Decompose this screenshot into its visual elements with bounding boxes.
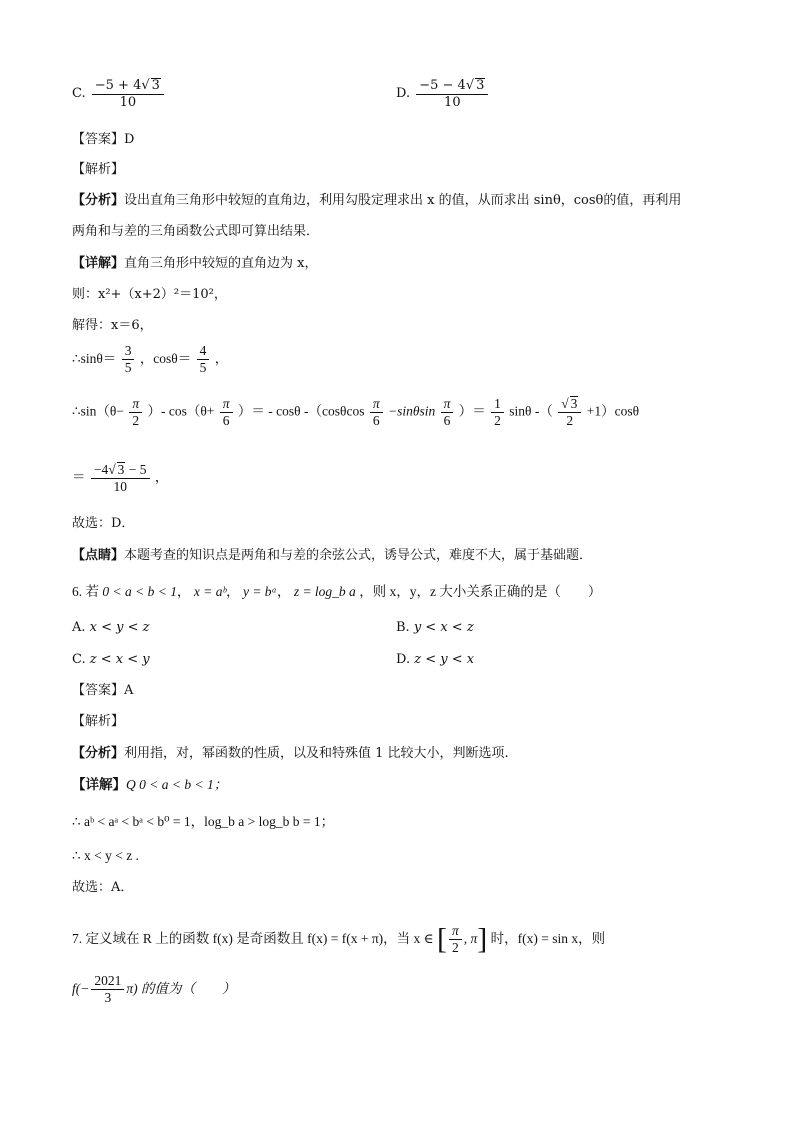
q6-fenxi: 【分析】利用指，对，幂函数的性质，以及和特殊值 1 比较大小，判断选项. <box>72 746 509 761</box>
q5-option-c-fraction: $\frac{-5 + 4√ 3}{10}$ <box>92 78 164 109</box>
q7-stem-line1: 7. 定义域在 R 上的函数 f(x) 是奇函数且 f(x) = f(x + π)，当 x ∈ [ $\frac{\pi}{2}$ , π] 时，f(x) = sin x，则 <box>72 922 606 956</box>
q6-analysis-heading: 【解析】 <box>72 714 125 729</box>
q5-fenxi-line1: 【分析】设出直角三角形中较短的直角边，利用勾股定理求出 x 的值，从而求出 sinθ，cosθ的值，再利用 <box>72 193 682 208</box>
q6-option-b[interactable]: B. y < x < z <box>396 620 474 635</box>
q5-step2: 解得：x＝6， <box>72 318 153 333</box>
q6-step2: ∴ x < y < z . <box>72 848 139 863</box>
q7-stem-line2: f(− $\frac{2021}{3}$ π) 的值为（ ） <box>72 973 236 1006</box>
q5-choose: 故选：D． <box>72 516 135 531</box>
q5-step4: ∴sin（θ− $\frac{\pi}{2}$ ）- cos（θ+ $\frac{\pi}{6}$ ）＝ - cosθ -（cosθcos $\frac{\pi}{6}$ −sinθsin $\frac{\pi}{6}$ ）＝ $\frac{1}{2}$ sinθ -（ √ $\frac{3}{2}$ +1）cosθ <box>72 396 639 428</box>
q6-option-a[interactable]: A. x < y < z <box>72 620 150 635</box>
q6-choose: 故选：A． <box>72 880 134 895</box>
q6-stem: 6. 若 0 < a < b < 1， x = aᵇ， y = bᵃ， z = log_b a ，则 x，y，z 大小关系正确的是（ ） <box>72 584 602 599</box>
q5-answer: 【答案】D <box>72 132 135 147</box>
q5-dianjing: 【点睛】本题考查的知识点是两角和与差的余弦公式，诱导公式，难度不大，属于基础题． <box>72 548 593 563</box>
q5-step5: ＝ $\frac{-4√ 3 - 5}{10}$ ， <box>72 462 168 494</box>
q6-answer: 【答案】A <box>72 683 134 698</box>
q6-xiangjie: 【详解】Q 0 < a < b < 1； <box>72 777 228 792</box>
q5-option-d[interactable]: D. $\frac{-5 - 4√ 3}{10}$ <box>396 78 490 109</box>
q5-step1: 则：x²+（x+2）²＝10²， <box>72 287 227 302</box>
q5-xiangjie: 【详解】直角三角形中较短的直角边为 x， <box>72 256 318 271</box>
q5-option-c[interactable]: C. $\frac{-5 + 4√ 3}{10}$ <box>72 78 166 109</box>
q5-analysis-heading: 【解析】 <box>72 162 125 177</box>
q6-option-c[interactable]: C. z < x < y <box>72 652 150 667</box>
q5-step3: ∴sinθ＝ $\frac{3}{5}$ ，cosθ＝ $\frac{4}{5}$ ， <box>72 343 229 376</box>
q6-option-d[interactable]: D. z < y < x <box>396 652 475 667</box>
q5-option-d-fraction: $\frac{-5 - 4√ 3}{10}$ <box>416 78 488 109</box>
q5-fenxi-line2: 两角和与差的三角函数公式即可算出结果． <box>72 224 320 239</box>
q6-step1: ∴ aᵇ < aᵃ < bᵃ < b⁰ = 1，log_b a > log_b b = 1； <box>72 814 335 829</box>
